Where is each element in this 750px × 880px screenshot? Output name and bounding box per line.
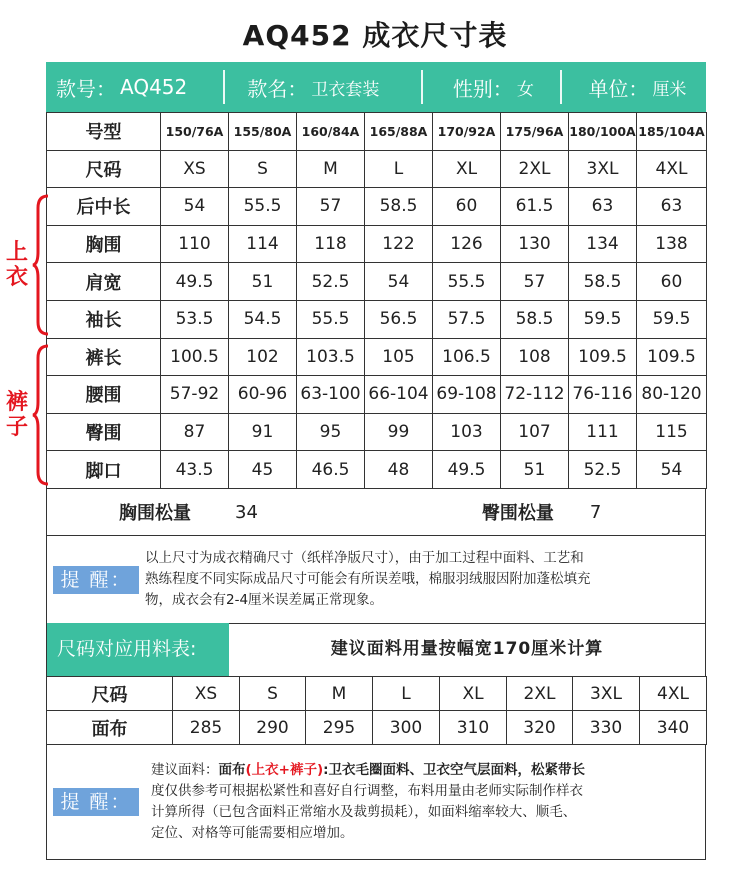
table-cell: 118 <box>297 225 365 263</box>
section-label-top-char: 上 <box>5 240 28 265</box>
table-cell: 55.5 <box>229 188 297 226</box>
table-cell: 290 <box>240 711 306 745</box>
model-row <box>47 113 707 151</box>
table-cell: 60 <box>433 188 501 226</box>
table-cell: 109.5 <box>569 338 637 376</box>
ease-row <box>46 489 706 536</box>
table-cell: 99 <box>365 413 433 451</box>
tip-label-1: 提 醒： <box>53 566 139 594</box>
table-cell: 55.5 <box>297 300 365 338</box>
table-cell: 170/92A <box>433 113 501 151</box>
table-cell: 58.5 <box>501 300 569 338</box>
gender-value: 女 <box>516 79 534 100</box>
table-cell: 95 <box>297 413 365 451</box>
table-cell: 106.5 <box>433 338 501 376</box>
table-cell: 3XL <box>569 150 637 188</box>
header-divider <box>223 70 225 104</box>
table-cell: 160/84A <box>297 113 365 151</box>
fabric-header <box>46 623 706 676</box>
table-cell: 4XL <box>637 150 707 188</box>
chest-ease-value: 34 <box>235 501 258 523</box>
table-cell: L <box>365 150 433 188</box>
size-code-row <box>47 150 707 188</box>
table-cell: L <box>373 677 440 711</box>
row-label: 臀围 <box>47 413 161 451</box>
unit-value: 厘米 <box>652 79 687 100</box>
fabric-width-note: 建议面料用量按幅宽170厘米计算 <box>330 639 604 659</box>
tip-line: 熟练程度不同实际成品尺寸可能会有所误差哦，棉服羽绒服因附加蓬松填充 <box>145 571 591 587</box>
table-cell: 49.5 <box>161 263 229 301</box>
table-cell: 60-96 <box>229 376 297 414</box>
table-cell: 285 <box>173 711 240 745</box>
table-cell: 48 <box>365 451 433 489</box>
tip2-prefix: 建议面料： <box>151 762 219 778</box>
header-divider <box>421 70 423 104</box>
row-label: 腰围 <box>47 376 161 414</box>
table-cell: 57.5 <box>433 300 501 338</box>
table-cell: 54 <box>365 263 433 301</box>
row-label: 肩宽 <box>47 263 161 301</box>
measurement-row <box>47 188 707 226</box>
hip-ease-label: 臀围松量 <box>481 503 554 524</box>
fabric-size-row <box>47 677 707 711</box>
table-cell: 51 <box>229 263 297 301</box>
unit-label: 单位： <box>588 76 649 101</box>
table-cell: 51 <box>501 451 569 489</box>
table-cell: 103.5 <box>297 338 365 376</box>
header-bar <box>46 62 706 112</box>
table-cell: 320 <box>507 711 573 745</box>
measurement-row <box>47 376 707 414</box>
table-cell: XS <box>173 677 240 711</box>
table-cell: 130 <box>501 225 569 263</box>
table-cell: 109.5 <box>637 338 707 376</box>
row-label: 袖长 <box>47 300 161 338</box>
table-cell: S <box>240 677 306 711</box>
tip-line: 物，成衣会有2-4厘米误差属正常现象。 <box>145 592 384 608</box>
table-cell: 110 <box>161 225 229 263</box>
table-cell: 2XL <box>501 150 569 188</box>
size-table-body <box>47 113 707 489</box>
table-cell: 175/96A <box>501 113 569 151</box>
style-no-label: 款号： <box>56 76 116 101</box>
table-cell: 43.5 <box>161 451 229 489</box>
pants-brace-icon <box>32 344 52 486</box>
table-cell: 107 <box>501 413 569 451</box>
table-cell: XL <box>440 677 507 711</box>
table-cell: 54 <box>637 451 707 489</box>
tip-line: 定位、对格等可能需要相应增加。 <box>151 825 354 841</box>
section-label-pants-char: 子 <box>5 415 28 440</box>
table-cell: 54.5 <box>229 300 297 338</box>
table-cell: 165/88A <box>365 113 433 151</box>
table-cell: 55.5 <box>433 263 501 301</box>
table-cell: XL <box>433 150 501 188</box>
row-label: 后中长 <box>47 188 161 226</box>
row-label: 尺码 <box>47 150 161 188</box>
gender-cell <box>423 62 561 112</box>
tip-box-2 <box>46 744 706 860</box>
hip-ease-value: 7 <box>589 501 602 523</box>
table-cell: 295 <box>306 711 373 745</box>
tip2-rest: :卫衣毛圈面料、卫衣空气层面料，松紧带长 <box>323 762 586 778</box>
table-cell: 3XL <box>573 677 640 711</box>
table-cell: 105 <box>365 338 433 376</box>
tip-box-1 <box>46 536 706 624</box>
table-cell: 100.5 <box>161 338 229 376</box>
row-label: 尺码 <box>47 677 173 711</box>
table-cell: 134 <box>569 225 637 263</box>
tip-text-1 <box>145 548 591 611</box>
table-cell: 103 <box>433 413 501 451</box>
tip-text-2 <box>151 760 585 844</box>
table-cell: 91 <box>229 413 297 451</box>
section-label-top-char: 衣 <box>5 265 28 290</box>
measurement-row <box>47 225 707 263</box>
table-cell: 310 <box>440 711 507 745</box>
fabric-tab-label: 尺码对应用料表: <box>47 623 229 676</box>
table-cell: 185/104A <box>637 113 707 151</box>
section-label-top <box>4 240 30 290</box>
tip-label-2: 提 醒： <box>53 788 139 816</box>
table-cell: 300 <box>373 711 440 745</box>
tip2-bold: 面布 <box>218 762 246 778</box>
table-cell: 76-116 <box>569 376 637 414</box>
table-cell: M <box>306 677 373 711</box>
table-cell: 59.5 <box>637 300 707 338</box>
table-cell: 111 <box>569 413 637 451</box>
table-cell: 59.5 <box>569 300 637 338</box>
table-cell: 63 <box>637 188 707 226</box>
table-cell: 102 <box>229 338 297 376</box>
table-cell: 60 <box>637 263 707 301</box>
tip-line: 计算所得（已包含面料正常缩水及裁剪损耗），如面料缩率较大、顺毛、 <box>151 804 577 820</box>
measurement-row <box>47 300 707 338</box>
table-cell: 63-100 <box>297 376 365 414</box>
table-cell: 72-112 <box>501 376 569 414</box>
section-label-pants <box>4 390 30 440</box>
table-cell: 52.5 <box>569 451 637 489</box>
table-cell: 4XL <box>640 677 707 711</box>
table-cell: 66-104 <box>365 376 433 414</box>
row-label: 脚口 <box>47 451 161 489</box>
table-cell: M <box>297 150 365 188</box>
unit-cell <box>562 62 706 112</box>
table-cell: 69-108 <box>433 376 501 414</box>
table-cell: 52.5 <box>297 263 365 301</box>
table-cell: 122 <box>365 225 433 263</box>
top-brace-icon <box>32 194 52 336</box>
header-divider <box>560 70 562 104</box>
row-label: 面布 <box>47 711 173 745</box>
fabric-table-body <box>47 677 707 745</box>
style-name-value: 卫衣套装 <box>311 79 380 100</box>
fabric-table <box>46 676 707 745</box>
table-cell: 63 <box>569 188 637 226</box>
table-cell: 114 <box>229 225 297 263</box>
measurement-row <box>47 338 707 376</box>
table-cell: 126 <box>433 225 501 263</box>
chest-ease-label: 胸围松量 <box>119 503 191 524</box>
table-cell: 58.5 <box>365 188 433 226</box>
table-cell: 56.5 <box>365 300 433 338</box>
table-cell: XS <box>161 150 229 188</box>
style-name-label: 款名： <box>247 76 308 101</box>
table-cell: 115 <box>637 413 707 451</box>
tip-line <box>151 760 585 781</box>
tip-line: 度仅供参考可根据松紧性和喜好自行调整，布料用量由老师实际制作样衣 <box>151 783 583 799</box>
table-cell: 57-92 <box>161 376 229 414</box>
table-cell: 340 <box>640 711 707 745</box>
table-cell: 53.5 <box>161 300 229 338</box>
table-cell: 58.5 <box>569 263 637 301</box>
table-cell: 57 <box>501 263 569 301</box>
table-cell: 46.5 <box>297 451 365 489</box>
table-cell: 330 <box>573 711 640 745</box>
table-cell: 54 <box>161 188 229 226</box>
table-cell: 138 <box>637 225 707 263</box>
table-cell: 180/100A <box>569 113 637 151</box>
page-title: AQ452 成衣尺寸表 <box>242 19 508 52</box>
fabric-amount-row <box>47 711 707 745</box>
table-cell: S <box>229 150 297 188</box>
style-no-cell <box>46 62 223 112</box>
tip-line: 以上尺寸为成衣精确尺寸（纸样净版尺寸），由于加工过程中面料、工艺和 <box>145 550 584 566</box>
table-cell: 45 <box>229 451 297 489</box>
measurement-row <box>47 263 707 301</box>
row-label: 胸围 <box>47 225 161 263</box>
table-cell: 57 <box>297 188 365 226</box>
table-cell: 87 <box>161 413 229 451</box>
section-label-pants-char: 裤 <box>5 390 28 415</box>
style-name-cell <box>225 62 420 112</box>
table-cell: 61.5 <box>501 188 569 226</box>
tip2-red: (上衣+裤子) <box>245 762 324 778</box>
style-no-value: AQ452 <box>120 75 188 99</box>
table-cell: 2XL <box>507 677 573 711</box>
table-cell: 155/80A <box>229 113 297 151</box>
table-cell: 108 <box>501 338 569 376</box>
row-label: 号型 <box>47 113 161 151</box>
size-table <box>46 112 707 489</box>
table-cell: 150/76A <box>161 113 229 151</box>
measurement-row <box>47 413 707 451</box>
table-cell: 80-120 <box>637 376 707 414</box>
gender-label: 性别： <box>452 76 513 101</box>
table-cell: 49.5 <box>433 451 501 489</box>
row-label: 裤长 <box>47 338 161 376</box>
measurement-row <box>47 451 707 489</box>
